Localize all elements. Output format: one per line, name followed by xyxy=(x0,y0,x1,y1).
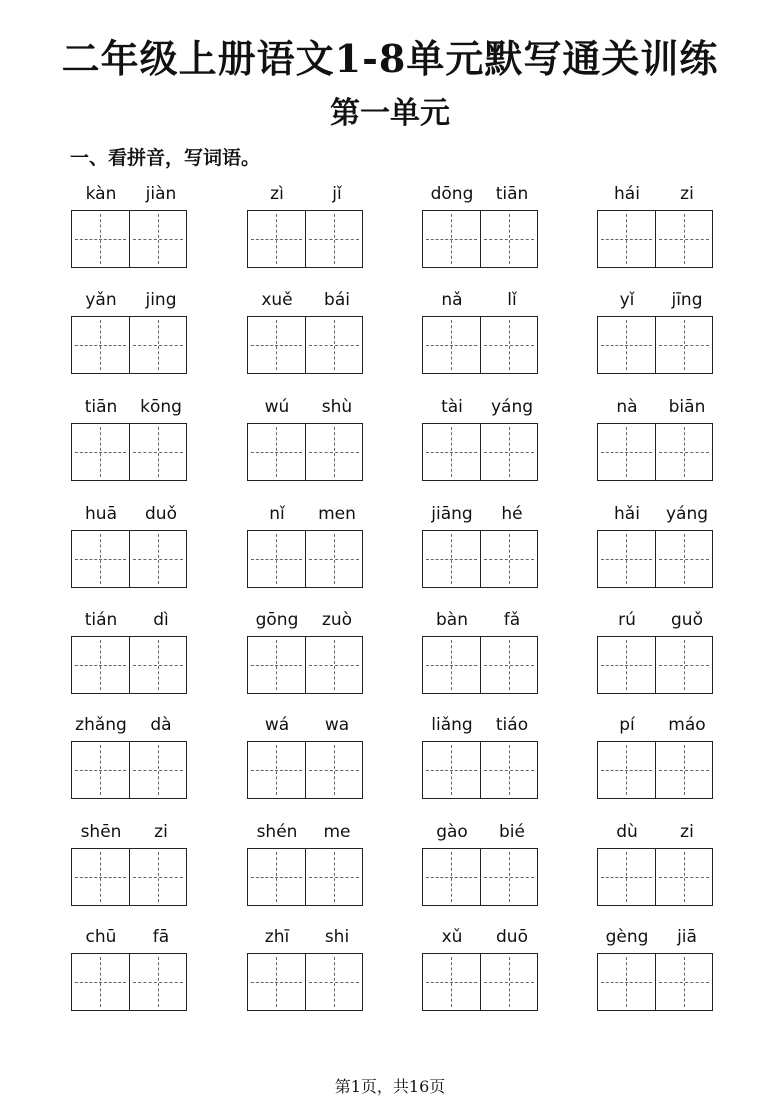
word-item xyxy=(597,608,717,698)
word-item xyxy=(422,502,542,592)
tian-zi-ge-box xyxy=(247,848,363,906)
word-item xyxy=(422,182,542,272)
pinyin-row xyxy=(247,395,367,419)
writing-cell[interactable] xyxy=(481,849,538,905)
pinyin-syllable: tiān xyxy=(84,397,118,417)
tian-zi-ge-box xyxy=(247,316,363,374)
tian-zi-ge-box xyxy=(71,316,187,374)
tian-zi-ge-box xyxy=(247,210,363,268)
pinyin-row xyxy=(422,608,542,632)
writing-cell[interactable] xyxy=(423,954,481,1010)
pinyin-row xyxy=(422,713,542,737)
pinyin-syllable: chū xyxy=(85,927,117,947)
pinyin-syllable: pí xyxy=(619,715,635,735)
section-heading: 一、看拼音，写词语。 xyxy=(70,147,261,169)
pinyin-syllable: me xyxy=(323,822,351,842)
word-item xyxy=(71,925,191,1015)
tian-zi-ge-box xyxy=(422,423,538,481)
writing-cell[interactable] xyxy=(130,531,187,587)
tian-zi-ge-box xyxy=(71,741,187,799)
pinyin-syllable: yǎn xyxy=(85,290,117,310)
pinyin-row xyxy=(71,713,191,737)
pinyin-syllable: yáng xyxy=(665,504,709,524)
writing-cell[interactable] xyxy=(72,424,130,480)
pinyin-syllable: tián xyxy=(84,610,118,630)
word-item xyxy=(597,925,717,1015)
pinyin-syllable: wá xyxy=(264,715,290,735)
pinyin-syllable: jiā xyxy=(677,927,697,947)
pinyin-row xyxy=(71,820,191,844)
word-item xyxy=(247,182,367,272)
writing-cell[interactable] xyxy=(481,637,538,693)
word-item xyxy=(422,395,542,485)
word-item xyxy=(597,395,717,485)
tian-zi-ge-box xyxy=(247,530,363,588)
pinyin-syllable: yáng xyxy=(490,397,534,417)
pinyin-syllable: zhǎng xyxy=(75,715,127,735)
pinyin-row xyxy=(597,182,717,206)
writing-cell[interactable] xyxy=(423,531,481,587)
writing-cell[interactable] xyxy=(130,424,187,480)
writing-cell[interactable] xyxy=(248,742,306,798)
pinyin-syllable: jīng xyxy=(671,290,703,310)
pinyin-syllable: zi xyxy=(680,184,694,204)
tian-zi-ge-box xyxy=(71,210,187,268)
pinyin-syllable: bié xyxy=(499,822,525,842)
writing-cell[interactable] xyxy=(656,317,713,373)
writing-cell[interactable] xyxy=(306,211,363,267)
pinyin-syllable: jing xyxy=(145,290,177,310)
writing-cell[interactable] xyxy=(481,954,538,1010)
pinyin-syllable: bàn xyxy=(436,610,468,630)
pinyin-row xyxy=(597,288,717,312)
tian-zi-ge-box xyxy=(422,210,538,268)
pinyin-syllable: jiāng xyxy=(431,504,473,524)
word-item xyxy=(422,820,542,910)
pinyin-syllable: zhī xyxy=(264,927,290,947)
tian-zi-ge-box xyxy=(247,636,363,694)
pinyin-syllable: rú xyxy=(618,610,636,630)
pinyin-row xyxy=(422,502,542,526)
writing-cell[interactable] xyxy=(598,531,656,587)
writing-cell[interactable] xyxy=(598,424,656,480)
writing-cell[interactable] xyxy=(306,637,363,693)
pinyin-syllable: huā xyxy=(85,504,117,524)
pinyin-row xyxy=(247,608,367,632)
pinyin-row xyxy=(247,288,367,312)
writing-cell[interactable] xyxy=(72,531,130,587)
pinyin-syllable: jiàn xyxy=(145,184,177,204)
writing-cell[interactable] xyxy=(306,954,363,1010)
pinyin-row xyxy=(71,502,191,526)
writing-cell[interactable] xyxy=(72,742,130,798)
writing-cell[interactable] xyxy=(248,637,306,693)
tian-zi-ge-box xyxy=(597,636,713,694)
writing-cell[interactable] xyxy=(481,424,538,480)
writing-cell[interactable] xyxy=(306,531,363,587)
tian-zi-ge-box xyxy=(422,530,538,588)
pinyin-row xyxy=(71,182,191,206)
pinyin-syllable: dù xyxy=(616,822,638,842)
pinyin-syllable: lǐ xyxy=(507,290,517,310)
pinyin-syllable: dì xyxy=(153,610,169,630)
pinyin-row xyxy=(247,502,367,526)
word-item xyxy=(247,713,367,803)
pinyin-syllable: gōng xyxy=(255,610,299,630)
writing-cell[interactable] xyxy=(130,317,187,373)
word-item xyxy=(247,820,367,910)
writing-cell[interactable] xyxy=(130,637,187,693)
writing-cell[interactable] xyxy=(248,317,306,373)
pinyin-syllable: xǔ xyxy=(441,927,463,947)
pinyin-row xyxy=(71,925,191,949)
word-item xyxy=(71,288,191,378)
pinyin-row xyxy=(422,182,542,206)
pinyin-row xyxy=(597,608,717,632)
pinyin-syllable: zi xyxy=(154,822,168,842)
writing-cell[interactable] xyxy=(248,531,306,587)
writing-cell[interactable] xyxy=(72,211,130,267)
word-item xyxy=(597,288,717,378)
pinyin-row xyxy=(422,288,542,312)
pinyin-row xyxy=(247,713,367,737)
tian-zi-ge-box xyxy=(422,953,538,1011)
pinyin-syllable: shén xyxy=(256,822,298,842)
pinyin-syllable: dōng xyxy=(430,184,474,204)
word-item xyxy=(247,608,367,698)
tian-zi-ge-box xyxy=(71,953,187,1011)
pinyin-syllable: hái xyxy=(614,184,640,204)
word-item xyxy=(71,713,191,803)
writing-cell[interactable] xyxy=(248,424,306,480)
page-title: 二年级上册语文1-8单元默写通关训练 xyxy=(61,36,719,81)
word-item xyxy=(71,608,191,698)
writing-cell[interactable] xyxy=(72,637,130,693)
tian-zi-ge-box xyxy=(71,423,187,481)
word-item xyxy=(597,820,717,910)
writing-cell[interactable] xyxy=(306,424,363,480)
tian-zi-ge-box xyxy=(597,953,713,1011)
pinyin-syllable: duǒ xyxy=(145,504,177,524)
word-item xyxy=(247,395,367,485)
writing-cell[interactable] xyxy=(598,317,656,373)
pinyin-syllable: guǒ xyxy=(671,610,703,630)
page-footer: 第1页，共16页 xyxy=(334,1077,446,1096)
pinyin-syllable: gèng xyxy=(605,927,649,947)
word-item xyxy=(247,925,367,1015)
pinyin-syllable: liǎng xyxy=(431,715,473,735)
word-item xyxy=(422,288,542,378)
writing-cell[interactable] xyxy=(72,849,130,905)
writing-cell[interactable] xyxy=(481,317,538,373)
pinyin-syllable: fǎ xyxy=(503,610,521,630)
writing-cell[interactable] xyxy=(656,211,713,267)
pinyin-syllable: tiān xyxy=(495,184,529,204)
tian-zi-ge-box xyxy=(597,848,713,906)
pinyin-row xyxy=(597,820,717,844)
pinyin-syllable: yǐ xyxy=(619,290,635,310)
pinyin-syllable: gào xyxy=(436,822,468,842)
pinyin-row xyxy=(247,820,367,844)
writing-cell[interactable] xyxy=(423,211,481,267)
pinyin-row xyxy=(247,182,367,206)
pinyin-syllable: hǎi xyxy=(614,504,640,524)
pinyin-syllable: tiáo xyxy=(495,715,529,735)
pinyin-row xyxy=(597,502,717,526)
pinyin-syllable: shi xyxy=(324,927,350,947)
word-item xyxy=(422,925,542,1015)
word-item xyxy=(71,502,191,592)
pinyin-syllable: shù xyxy=(321,397,353,417)
writing-cell[interactable] xyxy=(481,531,538,587)
writing-cell[interactable] xyxy=(306,317,363,373)
word-item xyxy=(71,820,191,910)
pinyin-row xyxy=(422,820,542,844)
word-item xyxy=(71,182,191,272)
writing-cell[interactable] xyxy=(598,742,656,798)
tian-zi-ge-box xyxy=(71,530,187,588)
tian-zi-ge-box xyxy=(71,848,187,906)
writing-cell[interactable] xyxy=(481,742,538,798)
pinyin-syllable: jǐ xyxy=(332,184,342,204)
pinyin-row xyxy=(597,925,717,949)
word-item xyxy=(422,608,542,698)
pinyin-row xyxy=(71,395,191,419)
writing-cell[interactable] xyxy=(423,317,481,373)
writing-cell[interactable] xyxy=(598,211,656,267)
tian-zi-ge-box xyxy=(247,741,363,799)
tian-zi-ge-box xyxy=(597,741,713,799)
writing-cell[interactable] xyxy=(72,317,130,373)
writing-cell[interactable] xyxy=(306,742,363,798)
pinyin-syllable: wa xyxy=(324,715,350,735)
writing-cell[interactable] xyxy=(656,742,713,798)
word-item xyxy=(71,395,191,485)
pinyin-syllable: kōng xyxy=(140,397,182,417)
pinyin-syllable: hé xyxy=(501,504,523,524)
pinyin-syllable: bái xyxy=(324,290,350,310)
pinyin-row xyxy=(597,713,717,737)
pinyin-syllable: kàn xyxy=(85,184,117,204)
pinyin-syllable: biān xyxy=(668,397,706,417)
pinyin-syllable: men xyxy=(318,504,356,524)
tian-zi-ge-box xyxy=(597,423,713,481)
pinyin-syllable: zi xyxy=(680,822,694,842)
writing-cell[interactable] xyxy=(656,637,713,693)
tian-zi-ge-box xyxy=(247,423,363,481)
word-item xyxy=(247,502,367,592)
pinyin-syllable: nà xyxy=(616,397,638,417)
pinyin-syllable: nǐ xyxy=(269,504,285,524)
writing-cell[interactable] xyxy=(248,849,306,905)
writing-cell[interactable] xyxy=(656,531,713,587)
word-item xyxy=(597,502,717,592)
pinyin-syllable: nǎ xyxy=(441,290,463,310)
pinyin-row xyxy=(71,288,191,312)
pinyin-syllable: dà xyxy=(150,715,172,735)
writing-cell[interactable] xyxy=(130,954,187,1010)
tian-zi-ge-box xyxy=(71,636,187,694)
pinyin-syllable: wú xyxy=(264,397,290,417)
writing-cell[interactable] xyxy=(423,424,481,480)
pinyin-row xyxy=(597,395,717,419)
tian-zi-ge-box xyxy=(597,210,713,268)
writing-cell[interactable] xyxy=(481,211,538,267)
pinyin-syllable: máo xyxy=(668,715,706,735)
tian-zi-ge-box xyxy=(422,848,538,906)
writing-cell[interactable] xyxy=(598,849,656,905)
word-item xyxy=(422,713,542,803)
pinyin-row xyxy=(71,608,191,632)
writing-cell[interactable] xyxy=(306,849,363,905)
writing-cell[interactable] xyxy=(248,211,306,267)
pinyin-row xyxy=(247,925,367,949)
word-item xyxy=(247,288,367,378)
tian-zi-ge-box xyxy=(247,953,363,1011)
writing-cell[interactable] xyxy=(598,637,656,693)
pinyin-syllable: xuě xyxy=(261,290,293,310)
tian-zi-ge-box xyxy=(597,530,713,588)
tian-zi-ge-box xyxy=(422,636,538,694)
writing-cell[interactable] xyxy=(130,742,187,798)
tian-zi-ge-box xyxy=(422,316,538,374)
tian-zi-ge-box xyxy=(422,741,538,799)
writing-cell[interactable] xyxy=(423,637,481,693)
word-item xyxy=(597,713,717,803)
word-item xyxy=(597,182,717,272)
pinyin-syllable: zì xyxy=(270,184,284,204)
writing-cell[interactable] xyxy=(656,954,713,1010)
pinyin-row xyxy=(422,395,542,419)
pinyin-syllable: zuò xyxy=(321,610,353,630)
pinyin-syllable: shēn xyxy=(80,822,122,842)
writing-cell[interactable] xyxy=(598,954,656,1010)
tian-zi-ge-box xyxy=(597,316,713,374)
writing-cell[interactable] xyxy=(423,849,481,905)
pinyin-syllable: fā xyxy=(152,927,170,947)
unit-title: 第一单元 xyxy=(330,96,450,131)
writing-cell[interactable] xyxy=(72,954,130,1010)
writing-cell[interactable] xyxy=(248,954,306,1010)
writing-cell[interactable] xyxy=(130,211,187,267)
pinyin-row xyxy=(422,925,542,949)
pinyin-syllable: duō xyxy=(496,927,528,947)
writing-cell[interactable] xyxy=(656,849,713,905)
pinyin-syllable: tài xyxy=(441,397,463,417)
writing-cell[interactable] xyxy=(423,742,481,798)
writing-cell[interactable] xyxy=(656,424,713,480)
writing-cell[interactable] xyxy=(130,849,187,905)
